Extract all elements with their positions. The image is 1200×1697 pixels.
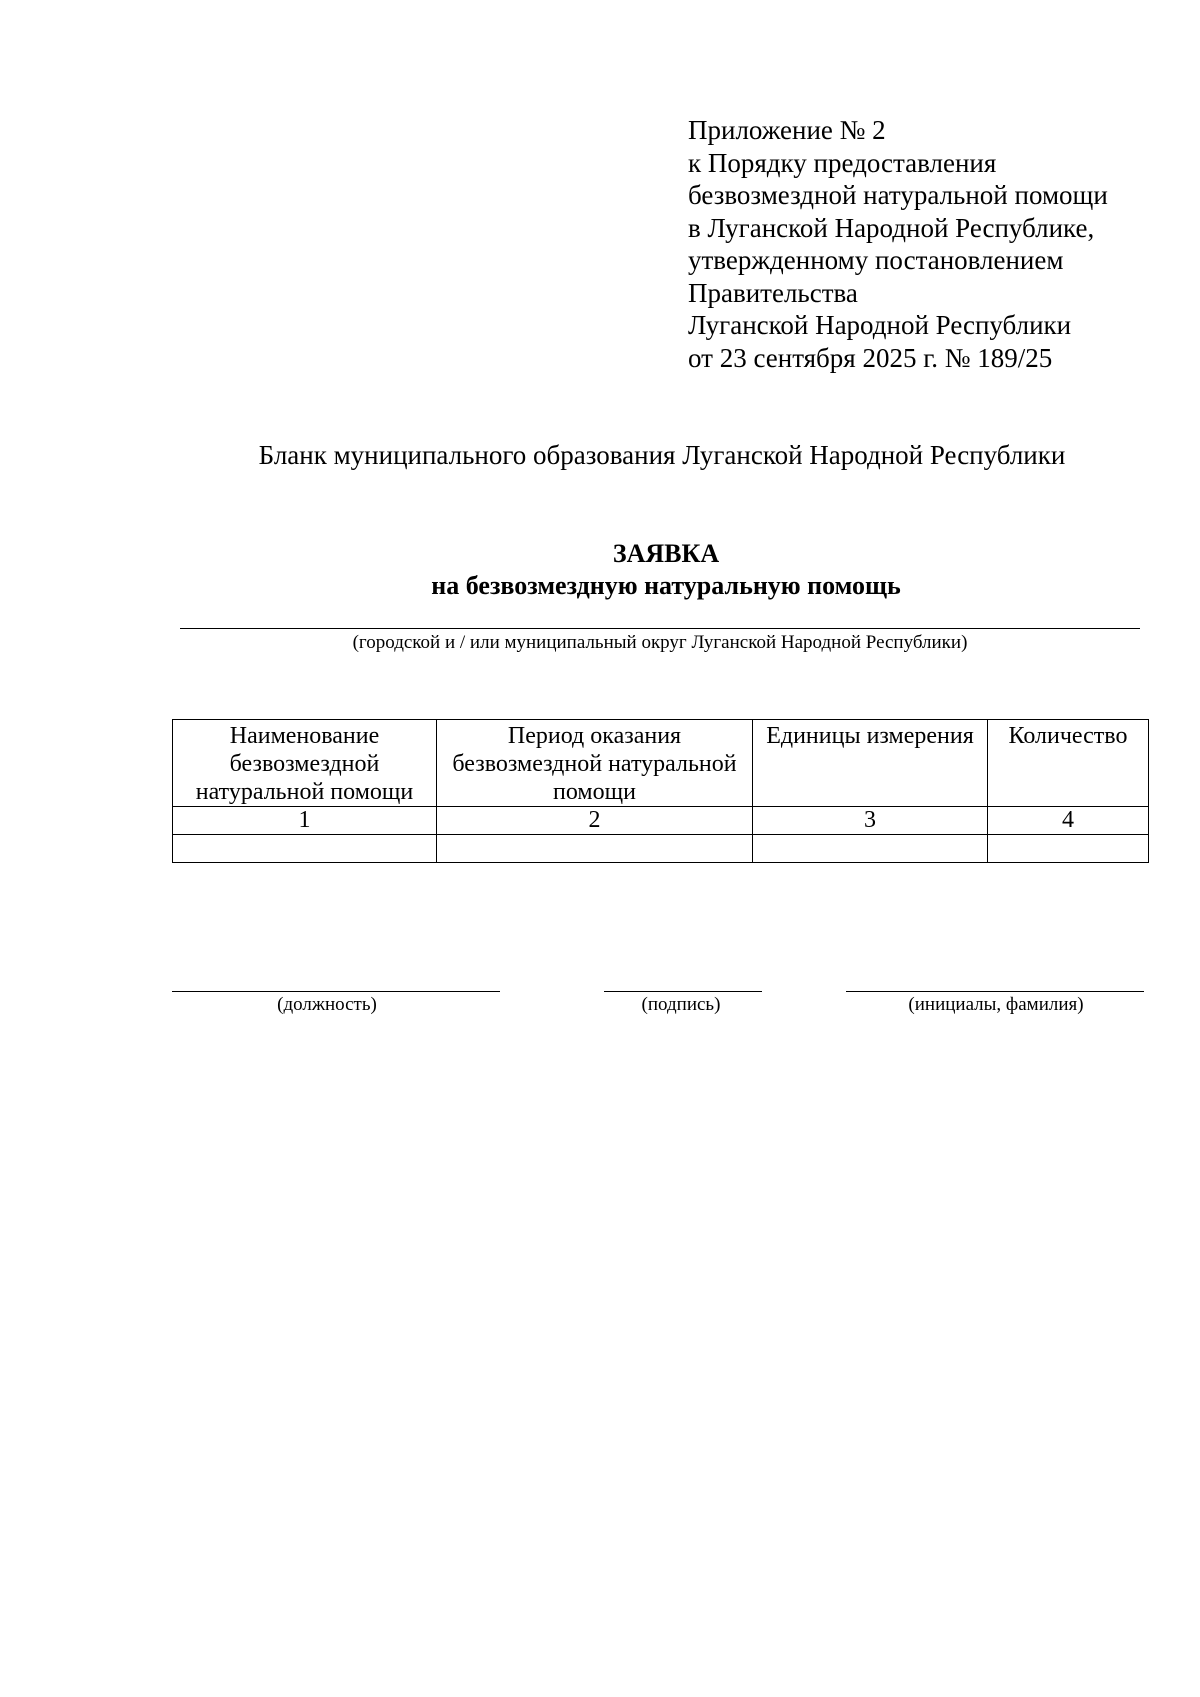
signature-caption: (подпись) xyxy=(641,994,721,1015)
column-number: 2 xyxy=(437,807,753,835)
appendix-line: безвозмездной натуральной помощи xyxy=(688,180,1108,210)
header-period: Период оказания безвозмездной натуральной помощи xyxy=(437,720,753,807)
name-fill-line[interactable] xyxy=(846,991,1144,992)
title-main: ЗАЯВКА xyxy=(612,539,720,568)
name-caption: (инициалы, фамилия) xyxy=(908,994,1084,1015)
appendix-line: от 23 сентября 2025 г. № 189/25 xyxy=(688,342,1053,373)
letterhead-text: Бланк муниципального образования Луганской Народной Республики xyxy=(258,440,1066,470)
appendix-line: Правительства xyxy=(688,277,858,308)
district-caption: (городской и / или муниципальный округ Луганской Народной Республики) xyxy=(352,632,968,653)
column-number: 1 xyxy=(173,807,437,835)
district-fill-line[interactable] xyxy=(180,628,1140,629)
table-header-row xyxy=(173,720,1149,807)
title-sub: на безвозмездную натуральную помощь xyxy=(431,571,901,600)
table-row xyxy=(173,835,1149,863)
signature-fill-line[interactable] xyxy=(604,991,762,992)
appendix-block xyxy=(688,114,1168,374)
header-quantity: Количество xyxy=(988,720,1149,807)
column-number-row xyxy=(173,807,1149,835)
appendix-line: утвержденному постановлением xyxy=(688,245,1064,275)
table-cell-quantity[interactable] xyxy=(988,835,1149,863)
aid-table xyxy=(172,719,1149,863)
table-cell-units[interactable] xyxy=(753,835,988,863)
header-units: Единицы измерения xyxy=(753,720,988,807)
column-number: 4 xyxy=(988,807,1149,835)
appendix-line: к Порядку предоставления xyxy=(688,147,997,178)
appendix-line: Приложение № 2 xyxy=(688,115,886,145)
table-cell-period[interactable] xyxy=(437,835,753,863)
appendix-line: в Луганской Народной Республике, xyxy=(688,212,1095,243)
position-fill-line[interactable] xyxy=(172,991,500,992)
document-title xyxy=(180,538,1152,602)
appendix-line: Луганской Народной Республики xyxy=(688,310,1072,340)
position-caption: (должность) xyxy=(277,994,377,1015)
table-cell-aid-name[interactable] xyxy=(173,835,437,863)
column-number: 3 xyxy=(753,807,988,835)
header-aid-name: Наименование безвозмездной натуральной помощи xyxy=(173,720,437,807)
